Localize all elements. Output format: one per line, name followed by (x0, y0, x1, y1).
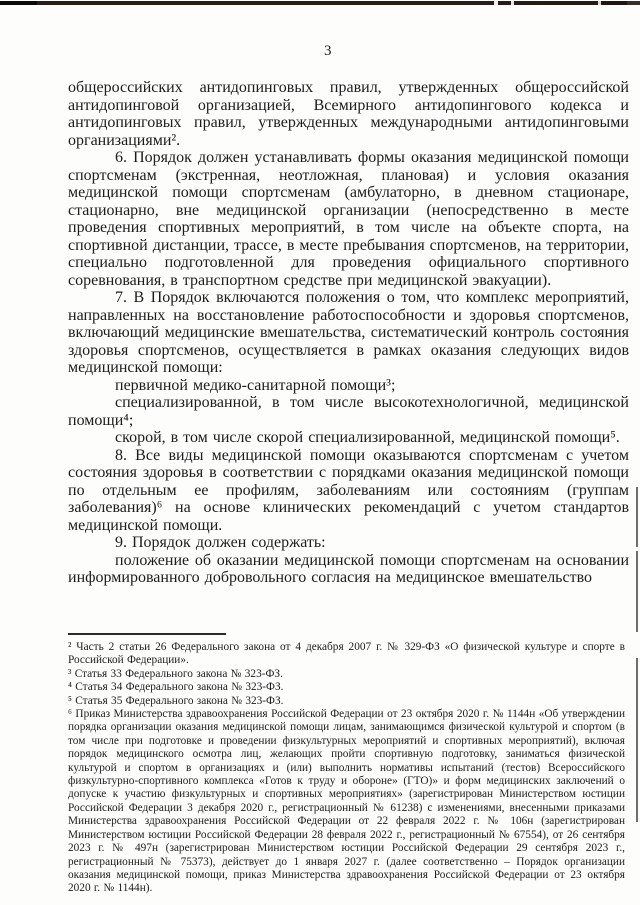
scan-edge-artifact-right (636, 487, 638, 547)
paragraph-primary-care: первичной медико-санитарной помощи³; (115, 376, 396, 394)
footnote-3: ³ Статья 33 Федерального закона № 323-ФЗ. (68, 667, 283, 680)
footnote-2: ² Часть 2 статьи 26 Федерального закона от 4 декабря 2007 г. № 329-ФЗ «О физической культуре и спорте в Российской Федерации». (68, 641, 625, 667)
paragraph-continuation-antidoping-rules: общероссийских антидопинговых правил, утвержденных общероссийской антидопинговой организацией, Всемирного антидопингового кодекса и антидопинговых правил, утвержденных международными антидопинговыми организациями². (68, 79, 629, 149)
scan-edge-artifact-right (636, 551, 638, 632)
paragraph-informed-consent: положение об оказании медицинской помощи спортсменам на основании информированного добровольного согласия на медицинское вмешательство (68, 551, 629, 586)
footnote-4: ⁴ Статья 34 Федерального закона № 323-ФЗ. (68, 681, 284, 694)
paragraph-item-7: 7. В Порядок включаются положения о том, что комплекс мероприятий, направленных на восстановление работоспособности и здоровья спортсменов, включающий медицинские вмешательства, систематический контроль состояния здоровья спортсменов, осуществляется в рамках оказания следующих видов медицинской помощи: (68, 289, 629, 376)
page-number: 3 (324, 43, 332, 59)
footnote-6: ⁶ Приказ Министерства здравоохранения Российской Федерации от 23 октября 2020 г. № 1144н «Об утверждении порядка организации оказания медицинской помощи лицам, занимающимся физической культурой и спортом (в том числе при подготовке и проведении физкультурных мероприятий и спортивных мероприятий), включая порядок медицинского осмотра лиц, желающих пройти спортивную подготовку, заниматься физической культурой и спортом в организациях и (или) выполнить нормативы испытаний (тестов) Всероссийского физкультурно-спортивного комплекса «Готов к труду и обороне» (ГТО)» и форм медицинских заключений о допуске к участию физкультурных и спортивных мероприятиях» (зарегистрирован Министерством юстиции Российской Федерации 3 декабря 2020 г., регистрационный № 61238) с изменениями, внесенными приказами Министерства здравоохранения Российской Федерации от 22 февраля 2022 г. № 106н (зарегистрирован Министерством юстиции Российской Федерации 28 февраля 2022 г., регистрационный № 67554), от 26 сентября 2023 г. № 497н (зарегистрирован Министерством юстиции Российской Федерации 29 сентября 2023 г., регистрационный № 75373), действует до 1 января 2027 г. (далее соответственно – Порядок организации оказания медицинской помощи, приказ Министерства здравоохранения Российской Федерации от 23 октября 2020 г. № 1144н). (68, 708, 625, 895)
paragraph-item-9: 9. Порядок должен содержать: (115, 534, 326, 551)
paragraph-emergency-care: скорой, в том числе скорой специализированной, медицинской помощи⁵. (115, 429, 620, 446)
paragraph-item-6: 6. Порядок должен устанавливать формы оказания медицинской помощи спортсменам (экстренная, неотложная, плановая) и условия оказания медицинской помощи спортсменам (амбулаторно, в дневном стационаре, стационарно, вне медицинской организации (непосредственно в месте проведения спортивных мероприятий, в том числе на объекте спорта, на спортивной дистанции, трассе, в месте пребывания спортсменов, на территории, специально подготовленной для проведения официального спортивного соревнования, в транспортном средстве при медицинской эвакуации). (68, 149, 629, 289)
scan-edge-artifact-top (0, 1, 640, 5)
footnote-separator (68, 633, 226, 635)
footnote-5: ⁵ Статья 35 Федерального закона № 323-ФЗ. (68, 694, 284, 707)
paragraph-specialized-care: специализированной, в том числе высокотехнологичной, медицинской помощи⁴; (68, 394, 629, 429)
scan-edge-artifact-right (636, 658, 638, 822)
document-body (68, 79, 629, 587)
paragraph-item-8: 8. Все виды медицинской помощи оказываются спортсменам с учетом состояния здоровья в соответствии с порядками оказания медицинской помощи по отдельным ее профилям, заболеваниям или состояниям (группам заболевания)⁶ на основе клинических рекомендаций с учетом стандартов медицинской помощи. (68, 446, 629, 534)
footnotes-block (68, 641, 625, 896)
